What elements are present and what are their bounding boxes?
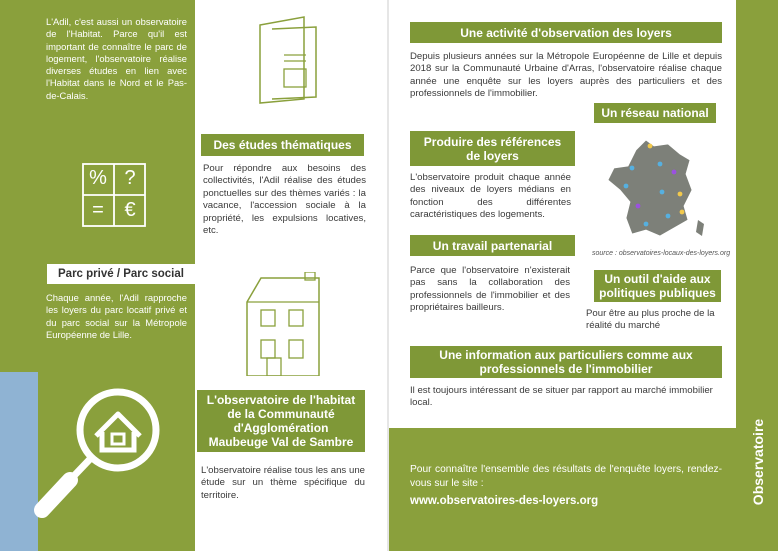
maubeuge-title: L'observatoire de l'habitat de la Communauté d'Agglomération Maubeuge Val de Sambre (197, 390, 365, 452)
parc-text: Chaque année, l'Adil rapproche les loyers du parc locatif privé et du parc social sur la Métropole Européenne de Lille. (46, 292, 187, 340)
outil-title: Un outil d'aide aux politiques publiques (594, 270, 721, 302)
parc-title: Parc privé / Parc social (47, 264, 195, 284)
intro-text: L'Adil, c'est aussi un observatoire de l'Habitat. Parce qu'il est important de connaître le parc de logement, l'observatoire réalise diverses études en lien avec l'Habitat dans le Nord et le Pas-de-Calais. (46, 16, 187, 101)
equals-symbol: = (92, 199, 104, 221)
footer-link[interactable]: www.observatoires-des-loyers.org (410, 495, 599, 507)
activite-title: Une activité d'observation des loyers (410, 22, 722, 43)
information-text: Il est toujours intéressant de se situer par rapport au marché immobilier local. (410, 385, 713, 409)
etudes-title: Des études thématiques (201, 134, 364, 156)
france-map (602, 132, 712, 247)
magnifier-house-icon (30, 378, 170, 538)
maubeuge-text: L'observatoire réalise tous les ans une étude sur un thème spécifique du territoire. (201, 465, 365, 501)
partenarial-title: Un travail partenarial (410, 235, 575, 256)
symbols-grid (82, 163, 146, 227)
percent-symbol: % (89, 167, 107, 189)
outil-text: Pour être au plus proche de la réalité du marché (586, 308, 715, 332)
partenarial-text: Parce que l'observatoire n'existerait pas sans la collaboration des professionnels de l'immobilier et des propriétaires bailleurs. (410, 265, 570, 314)
document-icon (258, 15, 322, 105)
question-symbol: ? (124, 167, 136, 189)
etudes-text: Pour répondre aux besoins des collectivités, l'Adil réalise des études ponctuelles sur des thèmes variés : la vacance, l'accession sociale à la propriété, les expulsions locatives, etc. (203, 163, 366, 237)
information-title: Une information aux particuliers comme aux professionnels de l'immobilier (410, 346, 722, 378)
reseau-title: Un réseau national (594, 103, 716, 123)
side-label: Observatoire (750, 418, 766, 506)
footer-text: Pour connaître l'ensemble des résultats de l'enquête loyers, rendez-vous sur le site : (410, 464, 722, 489)
produire-title: Produire des références de loyers (410, 131, 575, 166)
map-source: source : observatoires-locaux-des-loyers.org (592, 250, 731, 257)
euro-symbol: € (124, 199, 136, 221)
produire-text: L'observatoire produit chaque année des niveaux de loyers médians en fonction des différentes caractéristiques des logements. (410, 172, 571, 221)
building-icon (243, 272, 323, 376)
activite-text: Depuis plusieurs années sur la Métropole Européenne de Lille et depuis 2018 sur la Communauté Urbaine d'Arras, l'observatoire réalise chaque année une enquête sur les loyers auprès des particuliers et des professionnels de l'immobilier. (410, 51, 722, 100)
